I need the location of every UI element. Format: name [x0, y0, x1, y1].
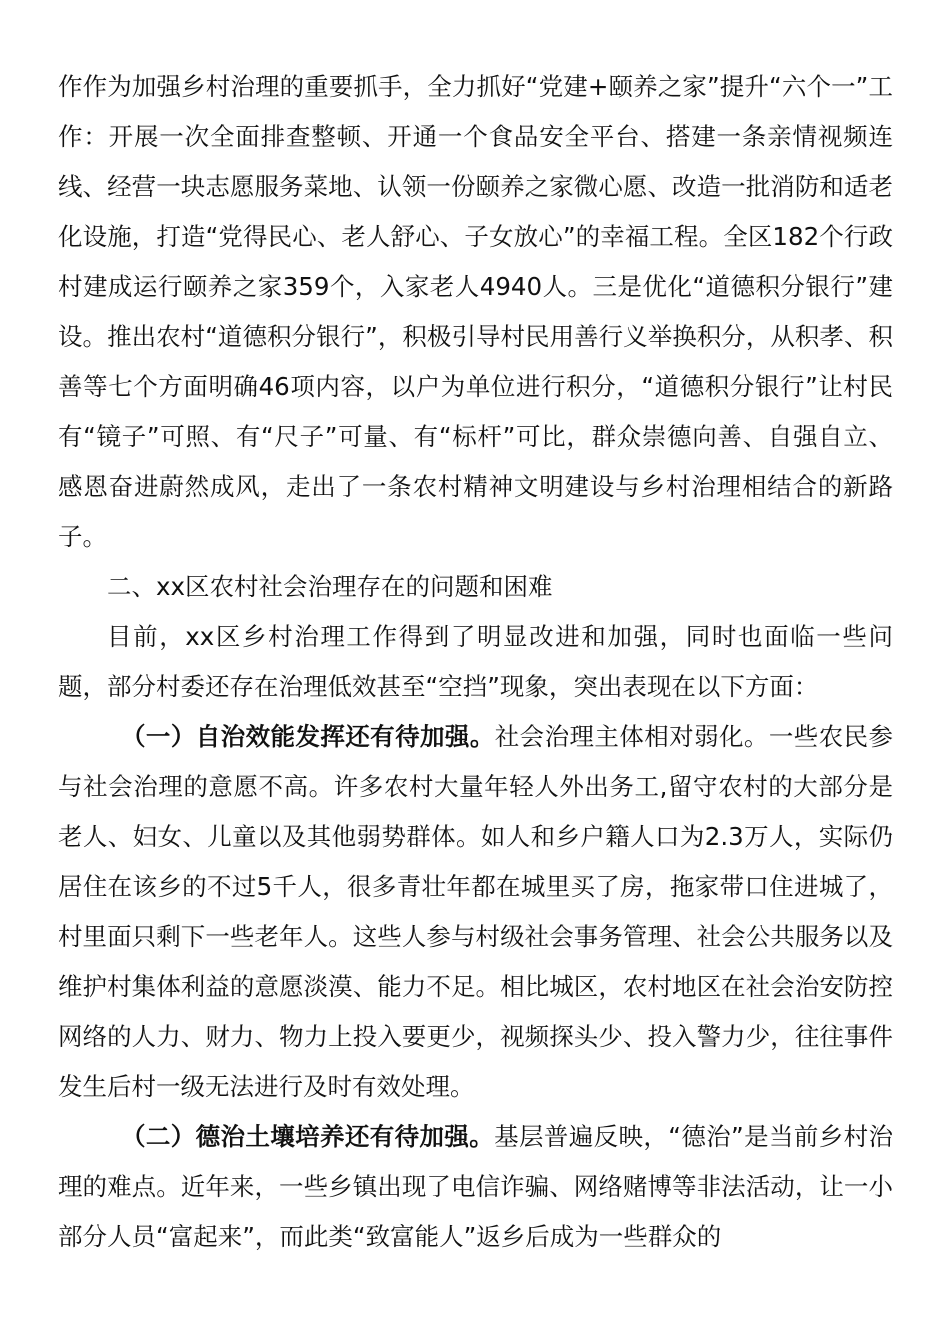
- document-page: [58, 62, 893, 1262]
- subheading-self-governance: （一）自治效能发挥还有待加强。: [121, 722, 495, 751]
- paragraph-moral-governance-body: 基层普遍反映，“德治”是当前乡村治理的难点。近年来，一些乡镇出现了电信诈骗、网络赌博等非法活动，让一小部分人员“富起来”，而此类“致富能人”返乡后成为一些群众的: [58, 1122, 894, 1251]
- paragraph-moral-governance: [58, 1112, 893, 1262]
- paragraph-self-governance-body: 社会治理主体相对弱化。一些农民参与社会治理的意愿不高。许多农村大量年轻人外出务工,留守农村的大部分是老人、妇女、儿童以及其他弱势群体。如人和乡户籍人口为2.3万人，实际仍居住在该乡的不过5千人，很多青壮年都在城里买了房，拖家带口住进城了，村里面只剩下一些老年人。这些人参与村级社会事务管理、社会公共服务以及维护村集体利益的意愿淡漠、能力不足。相比城区，农村地区在社会治安防控网络的人力、财力、物力上投入要更少，视频探头少、投入警力少，往往事件发生后村一级无法进行及时有效处理。: [58, 722, 893, 1101]
- section-heading-2: 二、xx区农村社会治理存在的问题和困难: [107, 572, 553, 601]
- paragraph-continuation: 作作为加强乡村治理的重要抓手，全力抓好“党建+颐养之家”提升“六个一”工作：开展一次全面排查整顿、开通一个食品安全平台、搭建一条亲情视频连线、经营一块志愿服务菜地、认领一份颐养之家微心愿、改造一批消防和适老化设施，打造“党得民心、老人舒心、子女放心”的幸福工程。全区182个行政村建成运行颐养之家359个，入家老人4940人。三是优化“道德积分银行”建设。推出农村“道德积分银行”，积极引导村民用善行义举换积分，从积孝、积善等七个方面明确46项内容，以户为单位进行积分，“道德积分银行”让村民有“镜子”可照、有“尺子”可量、有“标杆”可比，群众崇德向善、自强自立、感恩奋进蔚然成风，走出了一条农村精神文明建设与乡村治理相结合的新路子。: [58, 72, 893, 551]
- subheading-moral-governance: （二）德治土壤培养还有待加强。: [121, 1122, 495, 1151]
- paragraph-intro: 目前，xx区乡村治理工作得到了明显改进和加强，同时也面临一些问题，部分村委还存在治理低效甚至“空挡”现象，突出表现在以下方面：: [58, 622, 893, 701]
- paragraph-self-governance: [58, 712, 893, 1112]
